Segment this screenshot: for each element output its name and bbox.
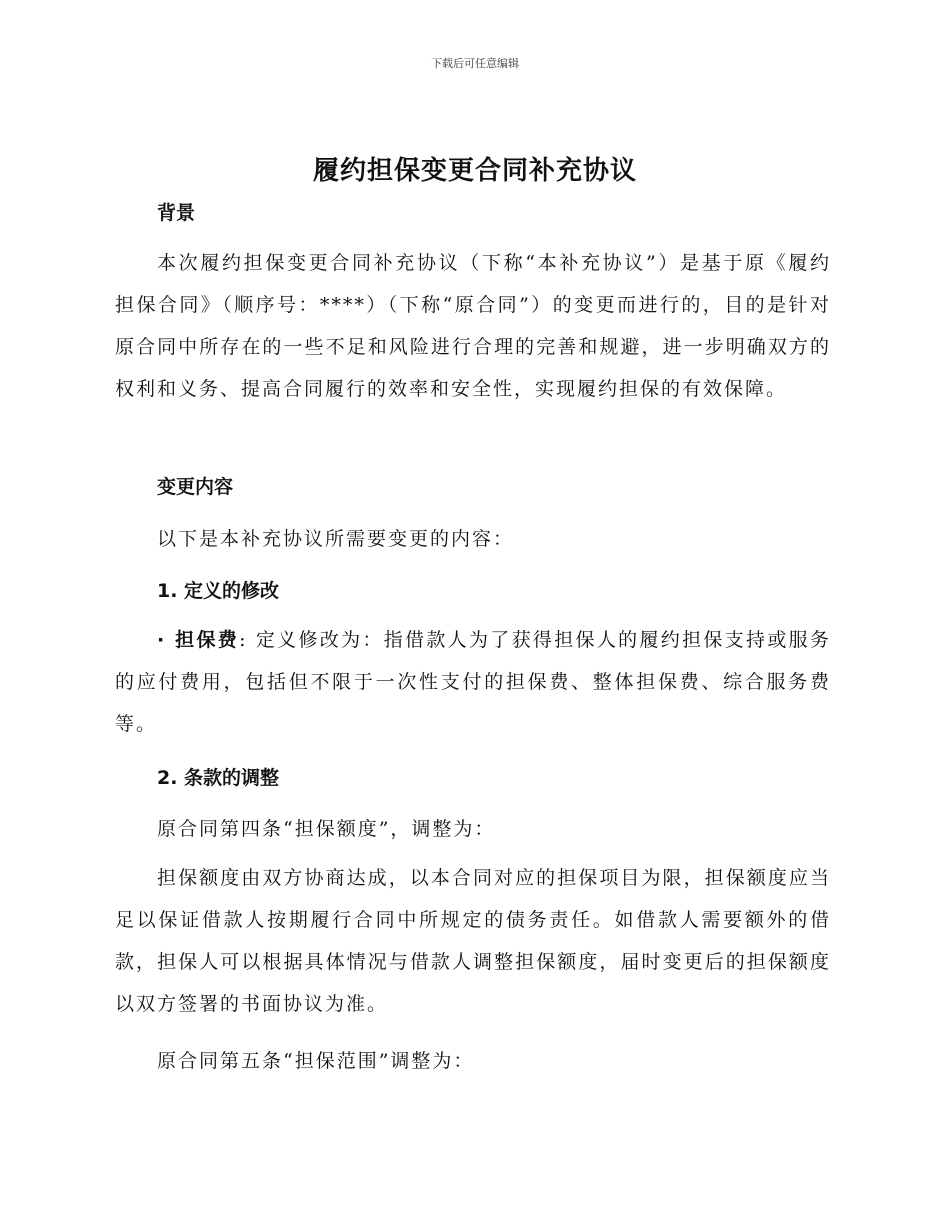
changes-heading: 变更内容 xyxy=(157,476,234,498)
background-heading: 背景 xyxy=(157,202,196,224)
header-note: 下载后可任意编辑 xyxy=(431,57,519,70)
background-paragraph: 本次履约担保变更合同补充协议（下称“本补充协议”）是基于原《履约担保合同》（顺序号：****）（下称“原合同”）的变更而进行的，目的是针对原合同中所存在的一些不足和风险进行合理的完善和规避，进一步明确双方的权利和义务、提高合同履行的效率和安全性，实现履约担保的有效保障。 xyxy=(115,252,831,400)
clause4-intro: 原合同第四条“担保额度”，调整为： xyxy=(157,818,496,840)
clause5-intro: 原合同第五条“担保范围”调整为： xyxy=(157,1050,475,1072)
document-title: 履约担保变更合同补充协议 xyxy=(312,156,637,186)
definition-term: 担保费 xyxy=(175,629,240,651)
definition-text: : 定义修改为：指借款人为了获得担保人的履约担保支持或服务的应付费用，包括但不限于一次性支付的担保费、整体担保费、综合服务费等。 xyxy=(115,629,831,735)
definition-paragraph xyxy=(115,619,831,745)
clause-heading: 2. 条款的调整 xyxy=(157,767,280,789)
definition-heading: 1. 定义的修改 xyxy=(157,580,280,602)
bullet-marker: · xyxy=(157,629,176,651)
clause4-paragraph: 担保额度由双方协商达成，以本合同对应的担保项目为限，担保额度应当足以保证借款人按期履行合同中所规定的债务责任。如借款人需要额外的借款，担保人可以根据具体情况与借款人调整担保额度，届时变更后的担保额度以双方签署的书面协议为准。 xyxy=(115,867,831,1015)
changes-intro: 以下是本补充协议所需要变更的内容： xyxy=(157,528,515,550)
